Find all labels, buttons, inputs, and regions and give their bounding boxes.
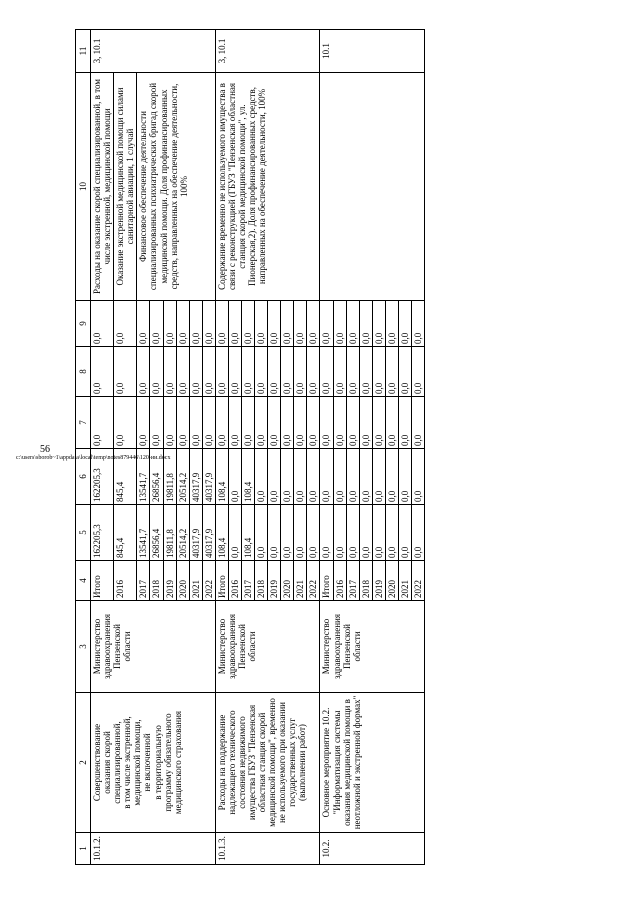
other-sources-cell: 0,0 [189, 301, 202, 347]
federal-budget-cell: 0,0 [242, 397, 255, 449]
table-row [91, 30, 114, 865]
regional-budget-cell: 0,0 [294, 449, 307, 505]
other-sources-cell: 0,0 [346, 301, 359, 347]
local-budget-cell: 0,0 [255, 347, 268, 397]
indicator-cell [320, 73, 425, 301]
year-cell: 2018 [255, 561, 268, 601]
total-cell: 0,0 [412, 505, 425, 561]
indicator-cell: Оказание экстренной медицинской помощи силами санитарной авиации, 1 случай [114, 73, 137, 301]
year-cell: 2021 [398, 561, 411, 601]
federal-budget-cell: 0,0 [228, 397, 241, 449]
regional-budget-cell: 108,4 [242, 449, 255, 505]
other-sources-cell: 0,0 [215, 301, 228, 347]
other-sources-cell: 0,0 [137, 301, 150, 347]
local-budget-cell: 0,0 [268, 347, 281, 397]
regional-budget-cell: 108,4 [215, 449, 228, 505]
other-sources-cell: 0,0 [176, 301, 189, 347]
total-cell: 0,0 [333, 505, 346, 561]
year-cell: 2018 [359, 561, 372, 601]
local-budget-cell: 0,0 [91, 347, 114, 397]
indicator-cell: Финансовое обеспечение деятельности специализированных психиатрических бригад скорой медицинской помощи. Доля профинансированных средств, направленных на обеспечение деятельности, 100% [137, 73, 215, 301]
regional-budget-cell: 0,0 [385, 449, 398, 505]
total-cell: 0,0 [372, 505, 385, 561]
other-sources-cell: 0,0 [333, 301, 346, 347]
local-budget-cell: 0,0 [320, 347, 333, 397]
federal-budget-cell: 0,0 [189, 397, 202, 449]
total-cell: 0,0 [307, 505, 320, 561]
col-header-6: 6 [76, 449, 91, 505]
item-number: 10.1.2. [91, 833, 216, 865]
other-sources-cell: 0,0 [372, 301, 385, 347]
other-sources-cell: 0,0 [268, 301, 281, 347]
year-cell: Итого [215, 561, 228, 601]
year-cell: 2017 [346, 561, 359, 601]
other-sources-cell: 0,0 [163, 301, 176, 347]
other-sources-cell: 0,0 [320, 301, 333, 347]
federal-budget-cell: 0,0 [215, 397, 228, 449]
total-cell: 0,0 [398, 505, 411, 561]
indicator-cell: Содержание временно не используемого имущества в связи с реконструкцией (ГБУЗ "Пензенская областная станция скорой медицинской помощи", ул. Пионерская,2). Доля профинансированных средств, направленных на обеспечение деятельности, 100% [215, 73, 320, 301]
total-cell: 108,4 [242, 505, 255, 561]
regional-budget-cell: 0,0 [359, 449, 372, 505]
regional-budget-cell: 19811,8 [163, 449, 176, 505]
local-budget-cell: 0,0 [307, 347, 320, 397]
federal-budget-cell: 0,0 [281, 397, 294, 449]
local-budget-cell: 0,0 [215, 347, 228, 397]
local-budget-cell: 0,0 [412, 347, 425, 397]
other-sources-cell: 0,0 [150, 301, 163, 347]
regional-budget-cell: 0,0 [346, 449, 359, 505]
local-budget-cell: 0,0 [398, 347, 411, 397]
other-sources-cell: 0,0 [385, 301, 398, 347]
regional-budget-cell: 40317,9 [189, 449, 202, 505]
col-header-5: 5 [76, 505, 91, 561]
federal-budget-cell: 0,0 [176, 397, 189, 449]
regional-budget-cell: 0,0 [268, 449, 281, 505]
year-cell: 2017 [137, 561, 150, 601]
regional-budget-cell: 20514,2 [176, 449, 189, 505]
total-cell: 162205,3 [91, 505, 114, 561]
total-cell: 0,0 [359, 505, 372, 561]
federal-budget-cell: 0,0 [359, 397, 372, 449]
regional-budget-cell: 0,0 [333, 449, 346, 505]
year-cell: 2019 [372, 561, 385, 601]
year-cell: Итого [320, 561, 333, 601]
year-cell: 2021 [189, 561, 202, 601]
year-cell: 2022 [307, 561, 320, 601]
total-cell: 0,0 [346, 505, 359, 561]
year-cell: 2022 [202, 561, 215, 601]
item-name: Расходы на поддержание надлежащего технического состояния недвижимого имущества ГБУЗ "Пензенская областная станция скорой медицинской помощи", временно не используемого при оказании государственных услуг (выполнении работ) [215, 693, 320, 833]
regional-budget-cell: 0,0 [372, 449, 385, 505]
local-budget-cell: 0,0 [242, 347, 255, 397]
total-cell: 0,0 [228, 505, 241, 561]
other-sources-cell: 0,0 [228, 301, 241, 347]
col-header-8: 8 [76, 347, 91, 397]
federal-budget-cell: 0,0 [294, 397, 307, 449]
local-budget-cell: 0,0 [333, 347, 346, 397]
total-cell: 108,4 [215, 505, 228, 561]
local-budget-cell: 0,0 [176, 347, 189, 397]
total-cell: 0,0 [268, 505, 281, 561]
total-cell: 0,0 [255, 505, 268, 561]
regional-budget-cell: 0,0 [320, 449, 333, 505]
indicator-cell: Расходы на оказание скорой специализированной, в том числе экстренной, медицинской помощи [91, 73, 114, 301]
federal-budget-cell: 0,0 [150, 397, 163, 449]
other-sources-cell: 0,0 [307, 301, 320, 347]
total-cell: 40317,9 [202, 505, 215, 561]
local-budget-cell: 0,0 [163, 347, 176, 397]
total-cell: 26856,4 [150, 505, 163, 561]
federal-budget-cell: 0,0 [333, 397, 346, 449]
header-row [76, 30, 91, 865]
year-cell: 2021 [294, 561, 307, 601]
year-cell: 2020 [281, 561, 294, 601]
col-header-7: 7 [76, 397, 91, 449]
regional-budget-cell: 0,0 [412, 449, 425, 505]
total-cell: 40317,9 [189, 505, 202, 561]
year-cell: 2016 [114, 561, 137, 601]
year-cell: 2020 [385, 561, 398, 601]
item-number: 10.1.3. [215, 833, 320, 865]
item-name: Совершенствование оказания скорой специализированной, в том числе экстренной, медицинской помощи, не включенной в территориальную программу обязательного медицинского страхования [91, 693, 216, 833]
other-sources-cell: 0,0 [281, 301, 294, 347]
other-sources-cell: 0,0 [398, 301, 411, 347]
table-row [320, 30, 333, 865]
rotated-page [75, 30, 610, 865]
federal-budget-cell: 0,0 [398, 397, 411, 449]
local-budget-cell: 0,0 [228, 347, 241, 397]
col-header-10: 10 [76, 73, 91, 301]
col-header-1: 1 [76, 833, 91, 865]
other-sources-cell: 0,0 [242, 301, 255, 347]
local-budget-cell: 0,0 [372, 347, 385, 397]
local-budget-cell: 0,0 [359, 347, 372, 397]
regional-budget-cell: 0,0 [281, 449, 294, 505]
other-sources-cell: 0,0 [202, 301, 215, 347]
item-number: 10.2. [320, 833, 425, 865]
federal-budget-cell: 0,0 [346, 397, 359, 449]
total-cell: 845,4 [114, 505, 137, 561]
federal-budget-cell: 0,0 [91, 397, 114, 449]
local-budget-cell: 0,0 [114, 347, 137, 397]
federal-budget-cell: 0,0 [114, 397, 137, 449]
total-cell: 0,0 [294, 505, 307, 561]
regional-budget-cell: 40317,9 [202, 449, 215, 505]
regional-budget-cell: 0,0 [255, 449, 268, 505]
col-header-2: 2 [76, 693, 91, 833]
federal-budget-cell: 0,0 [137, 397, 150, 449]
year-cell: 2019 [268, 561, 281, 601]
executor: Министерство здравоохранения Пензенской области [215, 601, 320, 693]
col-header-11: 11 [76, 30, 91, 73]
local-budget-cell: 0,0 [281, 347, 294, 397]
regional-budget-cell: 26856,4 [150, 449, 163, 505]
federal-budget-cell: 0,0 [385, 397, 398, 449]
total-cell: 20514,2 [176, 505, 189, 561]
item-name: Основное мероприятие 10.2. "Информатизация системы оказания медицинской помощи в неотложной и экстренной формах" [320, 693, 425, 833]
year-cell: 2017 [242, 561, 255, 601]
regional-budget-cell: 0,0 [307, 449, 320, 505]
regional-budget-cell: 845,4 [114, 449, 137, 505]
local-budget-cell: 0,0 [385, 347, 398, 397]
local-budget-cell: 0,0 [150, 347, 163, 397]
other-sources-cell: 0,0 [255, 301, 268, 347]
total-cell: 19811,8 [163, 505, 176, 561]
total-cell: 0,0 [320, 505, 333, 561]
local-budget-cell: 0,0 [137, 347, 150, 397]
regional-budget-cell: 162205,3 [91, 449, 114, 505]
other-sources-cell: 0,0 [294, 301, 307, 347]
local-budget-cell: 0,0 [346, 347, 359, 397]
local-budget-cell: 0,0 [189, 347, 202, 397]
other-sources-cell: 0,0 [359, 301, 372, 347]
col-header-3: 3 [76, 601, 91, 693]
indicator-ref: 3, 10.1 [215, 30, 320, 73]
year-cell: Итого [91, 561, 114, 601]
other-sources-cell: 0,0 [114, 301, 137, 347]
footer-file-path: c:\users\sborob~1\appdata\local\temp\notes879446\120-ии.docx [16, 455, 171, 461]
total-cell: 0,0 [281, 505, 294, 561]
local-budget-cell: 0,0 [294, 347, 307, 397]
federal-budget-cell: 0,0 [268, 397, 281, 449]
indicator-ref: 10.1 [320, 30, 425, 73]
total-cell: 0,0 [385, 505, 398, 561]
federal-budget-cell: 0,0 [202, 397, 215, 449]
regional-budget-cell: 0,0 [398, 449, 411, 505]
year-cell: 2016 [333, 561, 346, 601]
year-cell: 2016 [228, 561, 241, 601]
program-table [75, 29, 425, 865]
page-number: 56 [40, 444, 50, 455]
federal-budget-cell: 0,0 [372, 397, 385, 449]
col-header-9: 9 [76, 301, 91, 347]
regional-budget-cell: 13541,7 [137, 449, 150, 505]
executor: Министерство здравоохранения Пензенской области [320, 601, 425, 693]
year-cell: 2020 [176, 561, 189, 601]
year-cell: 2018 [150, 561, 163, 601]
table-row [215, 30, 228, 865]
local-budget-cell: 0,0 [202, 347, 215, 397]
executor: Министерство здравоохранения Пензенской области [91, 601, 216, 693]
federal-budget-cell: 0,0 [255, 397, 268, 449]
col-header-4: 4 [76, 561, 91, 601]
total-cell: 13541,7 [137, 505, 150, 561]
other-sources-cell: 0,0 [412, 301, 425, 347]
year-cell: 2019 [163, 561, 176, 601]
year-cell: 2022 [412, 561, 425, 601]
federal-budget-cell: 0,0 [320, 397, 333, 449]
other-sources-cell: 0,0 [91, 301, 114, 347]
indicator-ref: 3, 10.1 [91, 30, 216, 73]
regional-budget-cell: 0,0 [228, 449, 241, 505]
federal-budget-cell: 0,0 [163, 397, 176, 449]
federal-budget-cell: 0,0 [412, 397, 425, 449]
federal-budget-cell: 0,0 [307, 397, 320, 449]
